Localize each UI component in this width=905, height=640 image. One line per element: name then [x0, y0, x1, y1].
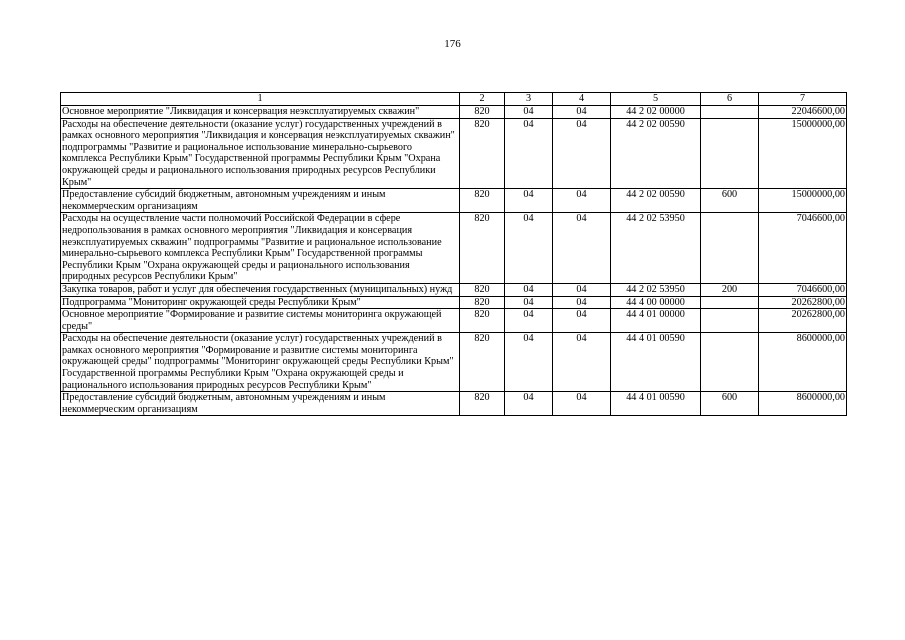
row-section: 04 — [505, 296, 553, 309]
table-row — [61, 118, 847, 189]
row-name: Расходы на осуществление части полномочий Российской Федерации в сфере недропользования в рамках основного мероприятия "Ликвидация и консервация неэксплуатируемых скважин" подпрограммы "Развитие и рациональное использование минерально-сырьевого комплекса Республики Крым" Государственной программы Республики Крым "Охрана окружающей среды и рационального использования природных ресурсов Республики Крым" — [61, 213, 460, 284]
header-cell: 4 — [553, 93, 611, 106]
row-amount: 7046600,00 — [759, 213, 847, 284]
row-code: 820 — [460, 333, 505, 392]
header-cell: 6 — [701, 93, 759, 106]
row-target-article: 44 4 01 00590 — [611, 333, 701, 392]
row-name: Расходы на обеспечение деятельности (оказание услуг) государственных учреждений в рамках основного мероприятия "Формирование и развитие системы мониторинга окружающей среды" подпрограммы "Мониторинг окружающей среды Республики Крым" Государственной программы Республики Крым "Охрана окружающей среды и рационального использования природных ресурсов Республики Крым" — [61, 333, 460, 392]
row-amount: 8600000,00 — [759, 333, 847, 392]
row-section: 04 — [505, 189, 553, 213]
row-name: Расходы на обеспечение деятельности (оказание услуг) государственных учреждений в рамках основного мероприятия "Ликвидация и консервация неэксплуатируемых скважин" подпрограммы "Развитие и рациональное использование минерально-сырьевого комплекса Республики Крым" Государственной программы Республики Крым "Охрана окружающей среды и рационального использования природных ресурсов Республики Крым" — [61, 118, 460, 189]
table-row — [61, 296, 847, 309]
row-target-article: 44 2 02 00590 — [611, 118, 701, 189]
table-row — [61, 333, 847, 392]
row-expense-type: 600 — [701, 392, 759, 416]
header-cell: 3 — [505, 93, 553, 106]
row-target-article: 44 4 01 00000 — [611, 309, 701, 333]
row-subsection: 04 — [553, 189, 611, 213]
row-name: Основное мероприятие "Формирование и развитие системы мониторинга окружающей среды" — [61, 309, 460, 333]
table-row — [61, 189, 847, 213]
row-name: Предоставление субсидий бюджетным, автономным учреждениям и иным некоммерческим организациям — [61, 189, 460, 213]
header-cell: 7 — [759, 93, 847, 106]
row-section: 04 — [505, 283, 553, 296]
row-target-article: 44 2 02 00590 — [611, 189, 701, 213]
row-code: 820 — [460, 296, 505, 309]
table-row — [61, 213, 847, 284]
row-section: 04 — [505, 309, 553, 333]
page-number: 176 — [444, 38, 461, 50]
row-code: 820 — [460, 283, 505, 296]
row-name: Основное мероприятие "Ликвидация и консервация неэксплуатируемых скважин" — [61, 106, 460, 119]
row-subsection: 04 — [553, 283, 611, 296]
header-cell: 1 — [61, 93, 460, 106]
header-cell: 2 — [460, 93, 505, 106]
table-row — [61, 283, 847, 296]
row-target-article: 44 4 01 00590 — [611, 392, 701, 416]
row-code: 820 — [460, 392, 505, 416]
row-expense-type: 200 — [701, 283, 759, 296]
row-section: 04 — [505, 333, 553, 392]
row-amount: 15000000,00 — [759, 189, 847, 213]
row-amount: 15000000,00 — [759, 118, 847, 189]
row-code: 820 — [460, 106, 505, 119]
row-target-article: 44 2 02 00000 — [611, 106, 701, 119]
row-section: 04 — [505, 118, 553, 189]
budget-table — [60, 92, 847, 416]
header-row — [61, 93, 847, 106]
row-amount: 22046600,00 — [759, 106, 847, 119]
row-name: Подпрограмма "Мониторинг окружающей среды Республики Крым" — [61, 296, 460, 309]
row-expense-type — [701, 333, 759, 392]
row-expense-type: 600 — [701, 189, 759, 213]
row-amount: 20262800,00 — [759, 309, 847, 333]
row-expense-type — [701, 106, 759, 119]
row-amount: 20262800,00 — [759, 296, 847, 309]
row-name: Предоставление субсидий бюджетным, автономным учреждениям и иным некоммерческим организациям — [61, 392, 460, 416]
table-row — [61, 309, 847, 333]
row-expense-type — [701, 118, 759, 189]
table-row — [61, 392, 847, 416]
header-cell: 5 — [611, 93, 701, 106]
row-code: 820 — [460, 118, 505, 189]
row-expense-type — [701, 309, 759, 333]
row-amount: 8600000,00 — [759, 392, 847, 416]
row-section: 04 — [505, 392, 553, 416]
row-subsection: 04 — [553, 106, 611, 119]
row-subsection: 04 — [553, 392, 611, 416]
row-expense-type — [701, 296, 759, 309]
row-code: 820 — [460, 213, 505, 284]
row-code: 820 — [460, 309, 505, 333]
row-subsection: 04 — [553, 309, 611, 333]
row-target-article: 44 2 02 53950 — [611, 213, 701, 284]
row-section: 04 — [505, 106, 553, 119]
row-subsection: 04 — [553, 213, 611, 284]
row-section: 04 — [505, 213, 553, 284]
row-code: 820 — [460, 189, 505, 213]
row-subsection: 04 — [553, 333, 611, 392]
row-name: Закупка товаров, работ и услуг для обеспечения государственных (муниципальных) нужд — [61, 283, 460, 296]
table-row — [61, 106, 847, 119]
row-target-article: 44 2 02 53950 — [611, 283, 701, 296]
row-subsection: 04 — [553, 296, 611, 309]
row-expense-type — [701, 213, 759, 284]
row-subsection: 04 — [553, 118, 611, 189]
row-target-article: 44 4 00 00000 — [611, 296, 701, 309]
row-amount: 7046600,00 — [759, 283, 847, 296]
